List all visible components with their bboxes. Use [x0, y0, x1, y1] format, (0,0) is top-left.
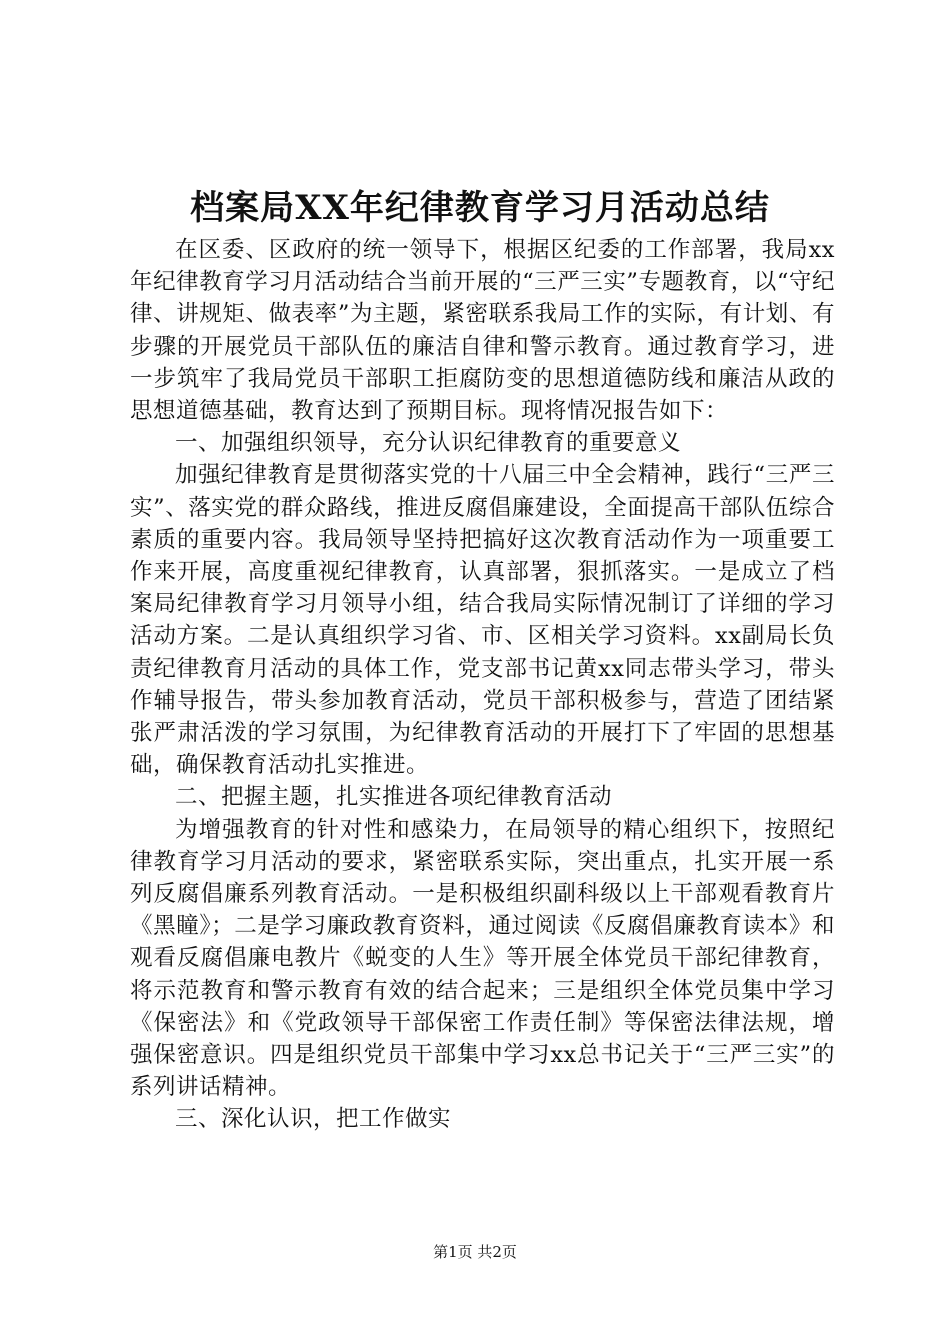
paragraph-section-1: 加强纪律教育是贯彻落实党的十八届三中全会精神，践行“三严三实”、落实党的群众路线，推进反腐倡廉建设，全面提高干部队伍综合素质的重要内容。我局领导坚持把搞好这次教育活动作为一项重要工作来开展，高度重视纪律教育，认真部署，狠抓落实。一是成立了档案局纪律教育学习月领导小组，结合我局实际情况制订了详细的学习活动方案。二是认真组织学习省、市、区相关学习资料。xx副局长负责纪律教育月活动的具体工作，党支部书记黄xx同志带头学习，带头作辅导报告，带头参加教育活动，党员干部积极参与，营造了团结紧张严肃活泼的学习氛围，为纪律教育活动的开展打下了牢固的思想基础，确保教育活动扎实推进。 — [130, 462, 835, 779]
document-body — [130, 234, 835, 1136]
section-heading-3: 三、深化认识，把工作做实 — [175, 1106, 452, 1133]
paragraph-section-2: 为增强教育的针对性和感染力，在局领导的精心组织下，按照纪律教育学习月活动的要求，紧密联系实际，突出重点，扎实开展一系列反腐倡廉系列教育活动。一是积极组织副科级以上干部观看教育片《黑瞳》；二是学习廉政教育资料，通过阅读《反腐倡廉教育读本》和观看反腐倡廉电教片《蜕变的人生》等开展全体党员干部纪律教育，将示范教育和警示教育有效的结合起来；三是组织全体党员集中学习《保密法》和《党政领导干部保密工作责任制》等保密法律法规，增强保密意识。四是组织党员干部集中学习xx总书记关于“三严三实”的系列讲话精神。 — [130, 816, 835, 1101]
section-heading-1: 一、加强组织领导，充分认识纪律教育的重要意义 — [175, 430, 682, 457]
paragraph-intro: 在区委、区政府的统一领导下，根据区纪委的工作部署，我局xx年纪律教育学习月活动结合当前开展的“三严三实”专题教育，以“守纪律、讲规矩、做表率”为主题，紧密联系我局工作的实际，有计划、有步骤的开展党员干部队伍的廉洁自律和警示教育。通过教育学习，进一步筑牢了我局党员干部职工拒腐防变的思想道德防线和廉洁从政的思想道德基础，教育达到了预期目标。现将情况报告如下： — [130, 237, 835, 425]
document-title: 档案局XX年纪律教育学习月活动总结 — [190, 188, 770, 228]
page-number-footer: 第1页 共2页 — [433, 1243, 517, 1261]
section-heading-2: 二、把握主题，扎实推进各项纪律教育活动 — [175, 784, 613, 811]
